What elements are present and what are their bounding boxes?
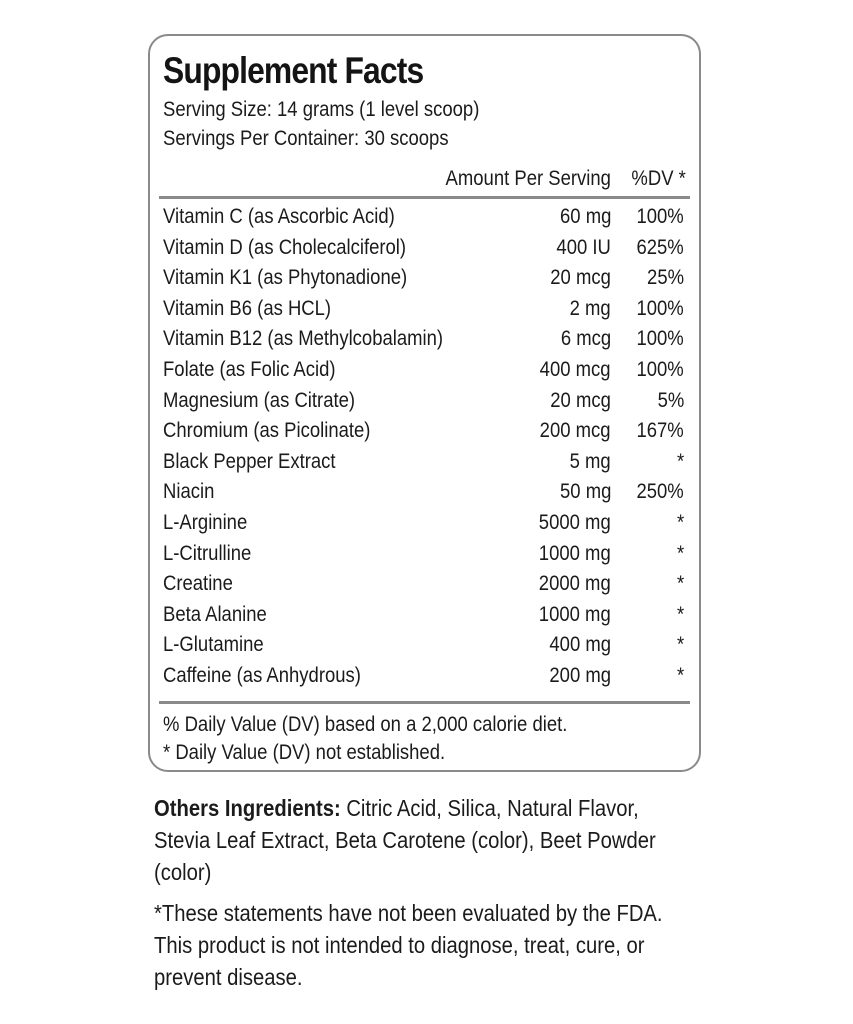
ingredient-amount: 2 mg: [569, 296, 611, 320]
table-row: [150, 416, 699, 447]
ingredient-dv: 625%: [636, 235, 684, 259]
ingredient-name: Vitamin K1 (as Phytonadione): [163, 266, 408, 290]
ingredient-name: Beta Alanine: [163, 602, 267, 626]
servings-per-container: Servings Per Container: 30 scoops: [163, 127, 449, 150]
ingredient-name: Vitamin B12 (as Methylcobalamin): [163, 327, 444, 351]
ingredient-name: L-Glutamine: [163, 633, 264, 657]
table-row: [150, 386, 699, 417]
ingredient-dv: 5%: [657, 388, 684, 412]
ingredient-name: Chromium (as Picolinate): [163, 419, 371, 443]
divider-top: [159, 196, 690, 199]
ingredient-dv: 250%: [636, 480, 684, 504]
table-row: [150, 661, 699, 692]
supplement-facts-panel: [148, 34, 701, 772]
table-row: [150, 539, 699, 570]
ingredient-amount: 400 IU: [556, 235, 611, 259]
footnote-daily-value: % Daily Value (DV) based on a 2,000 calorie diet.: [163, 713, 568, 736]
ingredient-name: Caffeine (as Anhydrous): [163, 663, 361, 687]
ingredient-amount: 200 mg: [549, 663, 611, 687]
ingredient-amount: 20 mcg: [550, 388, 611, 412]
table-row: [150, 233, 699, 264]
ingredient-amount: 60 mg: [559, 205, 611, 228]
ingredient-amount: 400 mg: [549, 633, 611, 657]
ingredient-amount: 20 mcg: [550, 266, 611, 290]
ingredient-amount: 6 mcg: [560, 327, 611, 351]
ingredient-amount: 1000 mg: [539, 541, 611, 565]
table-row: [150, 263, 699, 294]
ingredient-name: L-Arginine: [163, 510, 248, 534]
ingredient-name: Niacin: [163, 480, 215, 504]
ingredient-dv: *: [676, 633, 684, 657]
ingredient-dv: *: [676, 541, 684, 565]
ingredient-dv: 167%: [636, 419, 684, 443]
table-row: [150, 630, 699, 661]
column-header-amount: Amount Per Serving: [445, 167, 611, 190]
ingredient-amount: 5000 mg: [539, 510, 611, 534]
ingredient-dv: *: [676, 510, 684, 534]
ingredient-name: Vitamin B6 (as HCL): [163, 296, 332, 320]
ingredient-amount: 50 mg: [559, 480, 611, 504]
ingredient-name: L-Citrulline: [163, 541, 252, 565]
ingredient-dv: 100%: [636, 205, 684, 228]
ingredient-table: [150, 202, 699, 692]
ingredient-name: Creatine: [163, 572, 233, 596]
ingredient-amount: 400 mcg: [540, 357, 611, 381]
ingredient-name: Folate (as Folic Acid): [163, 357, 336, 381]
ingredient-amount: 1000 mg: [539, 602, 611, 626]
other-ingredients: [154, 792, 682, 888]
ingredient-dv: 100%: [636, 296, 684, 320]
table-row: [150, 508, 699, 539]
serving-size: Serving Size: 14 grams (1 level scoop): [163, 98, 480, 121]
ingredient-dv: 25%: [647, 266, 684, 290]
ingredient-dv: 100%: [636, 327, 684, 351]
footnote-not-established: * Daily Value (DV) not established.: [163, 741, 446, 764]
ingredient-dv: *: [676, 572, 684, 596]
divider-bottom: [159, 701, 690, 704]
ingredient-dv: *: [676, 449, 684, 473]
table-row: [150, 447, 699, 478]
ingredient-name: Vitamin C (as Ascorbic Acid): [163, 205, 395, 228]
column-header-dv: %DV *: [631, 167, 686, 190]
ingredient-amount: 200 mcg: [540, 419, 611, 443]
ingredient-amount: 5 mg: [569, 449, 611, 473]
fda-disclaimer: *These statements have not been evaluated by the FDA. This product is not intended to diagnose, treat, cure, or prevent disease.: [154, 900, 663, 990]
other-ingredients-text: Citric Acid, Silica, Natural Flavor, Stevia Leaf Extract, Beta Carotene (color), Beet Powder (color): [154, 795, 656, 885]
ingredient-dv: *: [676, 663, 684, 687]
ingredient-dv: 100%: [636, 357, 684, 381]
ingredient-dv: *: [676, 602, 684, 626]
table-row: [150, 324, 699, 355]
ingredient-name: Black Pepper Extract: [163, 449, 336, 473]
table-row: [150, 294, 699, 325]
ingredient-name: Magnesium (as Citrate): [163, 388, 356, 412]
ingredient-amount: 2000 mg: [539, 572, 611, 596]
table-row: [150, 600, 699, 631]
table-row: [150, 569, 699, 600]
ingredient-name: Vitamin D (as Cholecalciferol): [163, 235, 407, 259]
other-ingredients-label: Others Ingredients:: [154, 795, 341, 821]
table-row: [150, 202, 699, 233]
panel-title: Supplement Facts: [163, 50, 424, 91]
table-row: [150, 477, 699, 508]
table-row: [150, 355, 699, 386]
